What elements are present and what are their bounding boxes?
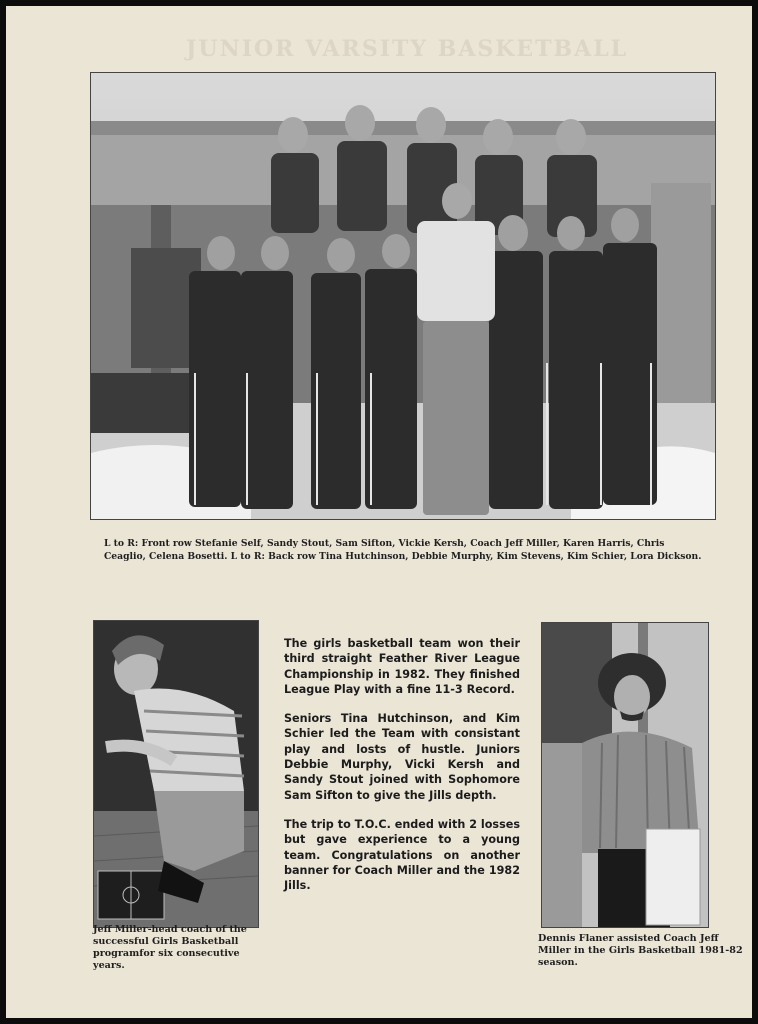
article-paragraph-2: Seniors Tina Hutchinson, and Kim Schier led the Team with consistant play and losts of hustle. Juniors Debbie Murphy, Vicki Kersh and Sandy Stout joined with Sophomore Sam Sifton to give the Jills depth. xyxy=(284,712,520,802)
article-paragraph-3: The trip to T.O.C. ended with 2 losses but gave experience to a young team. Congratulations on another banner for Coach Miller and the 1982 Jills. xyxy=(284,817,520,893)
assistant-coach-image xyxy=(542,623,708,927)
team-photo-caption: L to R: Front row Stefanie Self, Sandy Stout, Sam Sifton, Vickie Kersh, Coach Jeff Miller, Karen Harris, Chris Ceaglio, Celena Bosetti. L to R: Back row Tina Hutchinson, Debbie Murphy, Kim Stevens, Kim Schier, Lora Dickson. xyxy=(104,538,702,562)
head-coach-photo xyxy=(93,620,259,928)
head-coach-caption: Jeff Miller-head coach of the successful Girls Basketball programfor six consecutive years. xyxy=(93,924,247,971)
yearbook-page xyxy=(6,6,752,1018)
ghost-title-bleedthrough: JUNIOR VARSITY BASKETBALL xyxy=(186,36,629,62)
head-coach-image xyxy=(94,621,258,927)
article-paragraph-1: The girls basketball team won their third straight Feather River League Championship in 1982. They finished League Play with a fine 11-3 Record. xyxy=(284,637,520,696)
assistant-coach-photo xyxy=(541,622,709,928)
team-photo-image xyxy=(91,73,715,519)
article-text xyxy=(284,636,520,907)
assistant-coach-caption: Dennis Flaner assisted Coach Jeff Miller in the Girls Basketball 1981-82 season. xyxy=(538,933,743,968)
team-photo xyxy=(90,72,716,520)
